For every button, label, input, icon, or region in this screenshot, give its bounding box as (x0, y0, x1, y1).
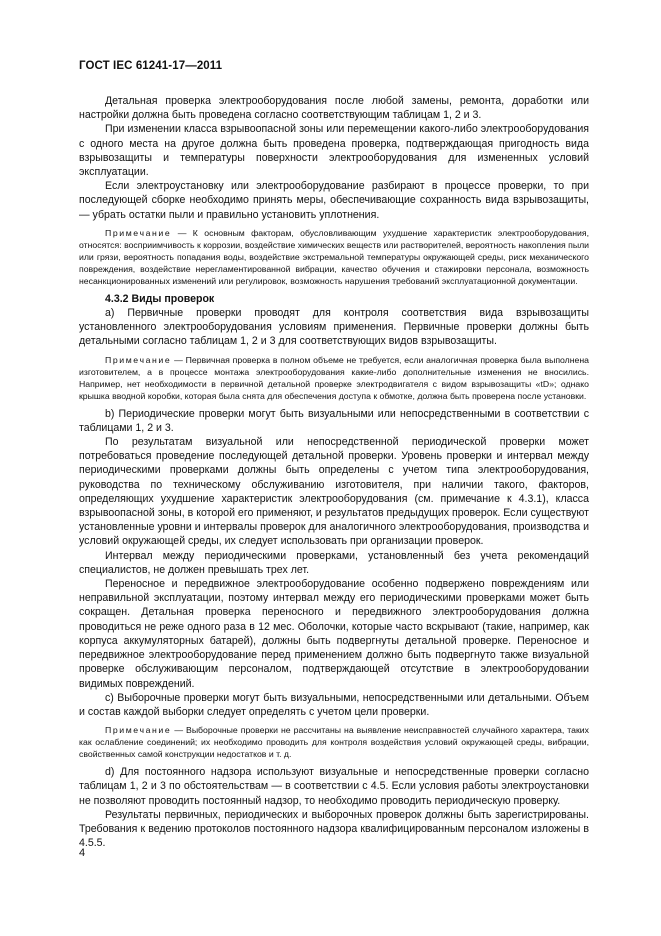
page-content (79, 94, 589, 850)
paragraph: Интервал между периодическими проверками, установленный без учета рекомендаций специалистов, не должен превышать трех лет. (79, 549, 589, 576)
document-header: ГОСТ IEC 61241-17—2011 (79, 60, 223, 72)
note (79, 724, 589, 760)
note (79, 354, 589, 402)
note (79, 227, 589, 287)
note-text: — К основным факторам, обусловливающим ухудшение характеристик электрооборудования, относятся: восприимчивость к коррозии, воздействие химических веществ или растворителей, вероятность накопления пыли или грязи, вероятность попадания воды, воздействие экстремальной температуры окружающей среды, риск механического повреждения, воздействие нерегламентированной вибрации, качество обучения и стажировки персонала, возможность несанкционированных изменений или регулировок, возможность нарушения требований эксплуатационной документации. (79, 227, 589, 286)
paragraph: При изменении класса взрывоопасной зоны или перемещении какого-либо электрооборудования с одного места на другое должна быть проведена проверка, подтверждающая пригодность вида взрывозащиты и температуры поверхности электрооборудования для измененных условий эксплуатации. (79, 123, 589, 179)
note-text: — Выборочные проверки не рассчитаны на выявление неисправностей случайного характера, таких как ослабление соединений; их необходимо проводить для контроля воздействия условий окружающей среды, вибрации, свойственных самой конструкции недостатков и т. д. (79, 725, 589, 760)
note-text: — Первичная проверка в полном объеме не требуется, если аналогичная проверка была выполнена изготовителем, а в процессе монтажа электрооборудования какие-либо дополнительные изменения не вносились. Например, нет необходимости в первичной детальной проверке электродвигателя с видом взрывозащиты «tD»; однако крышка вводной коробки, которая была снята для обеспечения доступа к обмотке, должна быть проверена после установки. (79, 354, 589, 401)
section-heading: 4.3.2 Виды проверок (105, 292, 215, 305)
note-label: Примечание (105, 227, 172, 238)
page-number: 4 (79, 847, 86, 859)
paragraph: с) Выборочные проверки могут быть визуальными, непосредственными или детальными. Объем и состав каждой выборки следует определять с учетом цели проверки. (79, 691, 589, 718)
note-label: Примечание (105, 354, 172, 365)
paragraph: b) Периодические проверки могут быть визуальными или непосредственными в соответствии с таблицами 1, 2 и 3. (79, 407, 589, 434)
paragraph: Детальная проверка электрооборудования после любой замены, ремонта, доработки или настройки должна быть проведена согласно соответствующим таблицам 1, 2 и 3. (79, 95, 589, 122)
paragraph: Если электроустановку или электрооборудование разбирают в процессе проверки, то при последующей сборке необходимо принять меры, обеспечивающие сохранность вида взрывозащиты, — убрать остатки пыли и правильно установить уплотнения. (79, 180, 589, 221)
paragraph: По результатам визуальной или непосредственной периодической проверки может потребоваться проведение последующей детальной проверки. Уровень проверки и интервал между периодическими проверками должны быть определены с учетом типа электрооборудования, руководства по техническому обслуживанию изготовителя, при наличии такого, факторов, определяющих ухудшение характеристик электрооборудования (см. примечание к 4.3.1), класса взрывоопасной зоны, в которой его применяют, и результатов предыдущих проверок. Если существуют установленные уровни и интервалы проверок для аналогичного электрооборудования, производства и условий окружающей среды, их следует использовать при организации проверок. (79, 436, 589, 548)
paragraph: d) Для постоянного надзора используют визуальные и непосредственные проверки согласно таблицам 1, 2 и 3 по обстоятельствам — в соответствии с 4.5. Если условия работы электроустановки не позволяют проводить постоянный надзор, то необходимо проводить периодическую проверку. (79, 766, 589, 807)
paragraph: Результаты первичных, периодических и выборочных проверок должны быть зарегистрированы. Требования к ведению протоколов постоянного надзора квалифицированным персоналом изложены в 4.5.5. (79, 808, 589, 850)
paragraph: а) Первичные проверки проводят для контроля соответствия вида взрывозащиты установленного электрооборудования условиям применения. Первичные проверки должны быть детальными согласно таблицам 1, 2 и 3 для соответствующих видов взрывозащиты. (79, 307, 589, 348)
note-label: Примечание (105, 725, 172, 736)
paragraph: Переносное и передвижное электрооборудование особенно подвержено повреждениям или неправильной эксплуатации, поэтому интервал между его периодическими проверками может быть сокращен. Детальная проверка переносного и передвижного электрооборудования должна проводиться не реже одного раза в 12 мес. Оболочки, которые часто вскрывают (такие, например, как корпуса аккумуляторных батарей), должны быть подвергнуты детальной проверке. Переносное и передвижное электрооборудование перед применением должно быть подвергнуто также визуальной проверке обслуживающим персоналом, подтверждающей отсутствие в электрооборудовании видимых повреждений. (79, 578, 589, 690)
